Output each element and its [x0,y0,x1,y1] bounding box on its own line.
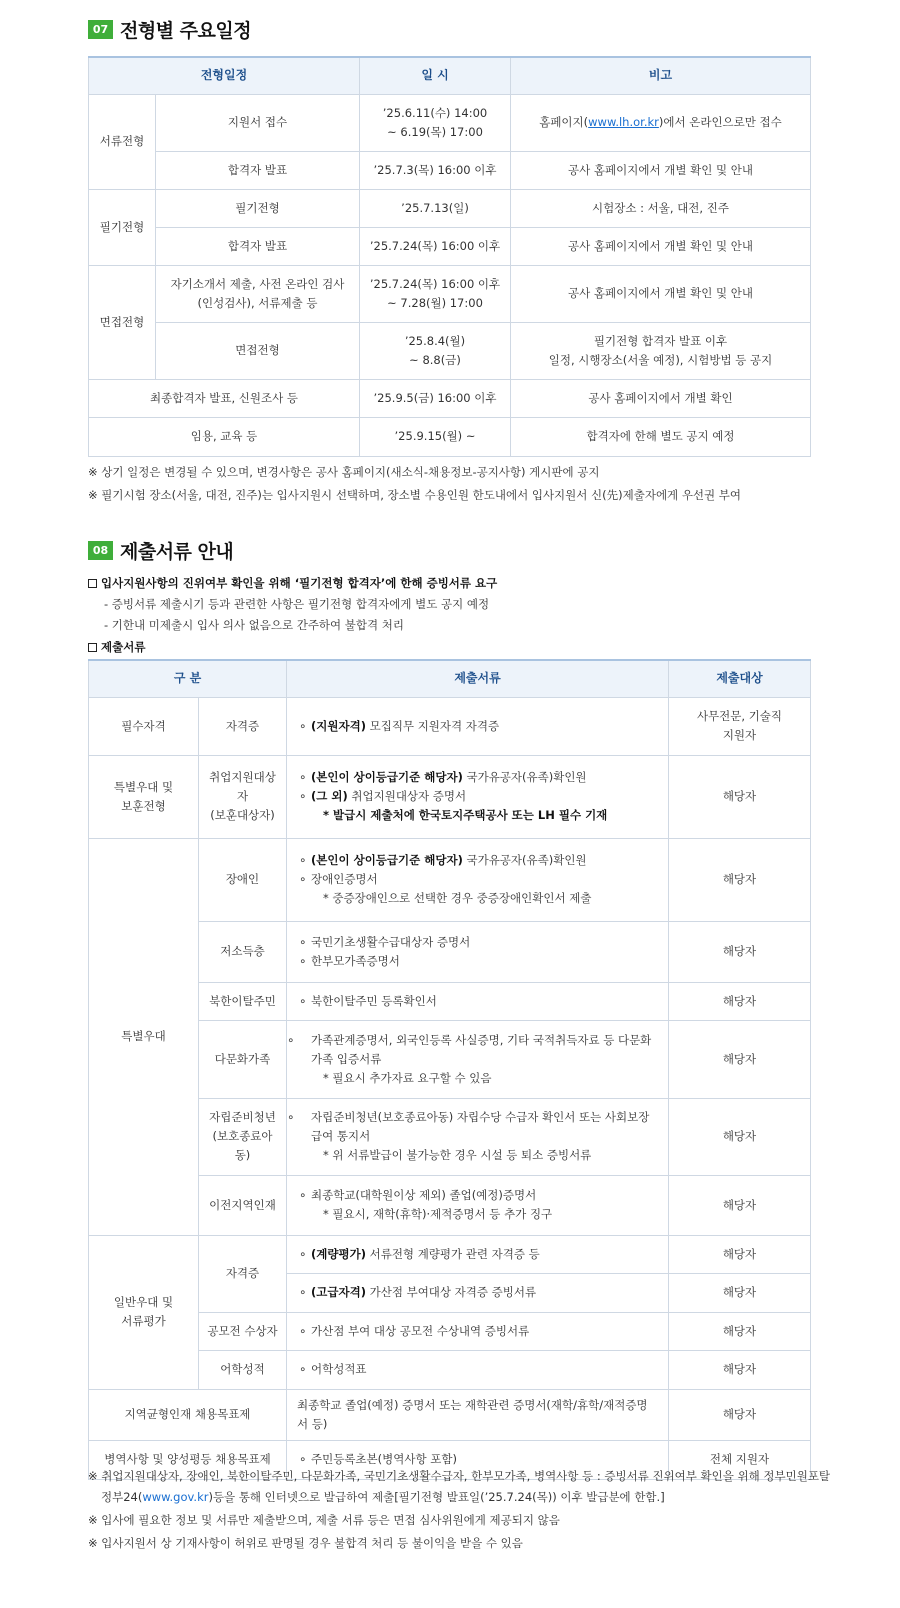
section-07-header [88,17,251,41]
step-label: 지원서 접수 [156,94,360,151]
col-header-target: 제출대상 [669,660,811,697]
documents-cell: ∘ (지원자격) 모집직무 지원자격 자격증 [287,697,669,755]
target-cell: 해당자 [669,838,811,921]
target-cell: 해당자 [669,1389,811,1440]
datetime-cell: ’25.7.3(목) 16:00 이후 [360,151,511,189]
documents-cell: ∘ 국민기초생활수급대상자 증명서 ∘ 한부모가족증명서 [287,921,669,982]
table-row [89,755,811,838]
remarks-cell: 공사 홈페이지에서 개별 확인 및 안내 [511,265,811,322]
documents-note: ※ 입사지원서 상 기재사항이 허위로 판명될 경우 불합격 처리 등 불이익을 받을 수 있음 [88,1536,523,1550]
target-cell: 해당자 [669,755,811,838]
remarks-cell: 공사 홈페이지에서 개별 확인 [511,379,811,417]
homepage-link[interactable]: www.lh.or.kr [588,115,659,129]
step-label: 필기전형 [156,189,360,227]
col-header-remarks: 비고 [511,57,811,94]
schedule-table [88,56,811,457]
datetime-cell: ’25.7.24(목) 16:00 이후 ~ 7.28(월) 17:00 [360,265,511,322]
datetime-cell: ’25.8.4(월) ~ 8.8(금) [360,322,511,379]
gov24-link[interactable]: www.gov.kr [142,1490,209,1504]
step-label: 자기소개서 제출, 사전 온라인 검사 (인성검사), 서류제출 등 [156,265,360,322]
section-08-header [88,538,233,562]
remarks-cell: 합격자에 한해 별도 공지 예정 [511,417,811,456]
sub-label: 북한이탈주민 [199,982,287,1020]
section-title: 제출서류 안내 [120,540,234,563]
documents-note: 정부24(www.gov.kr)등을 통해 인터넷으로 발급하여 제출[필기전형 발표일(’25.7.24(목)) 이후 발급분에 한함.] [101,1490,665,1504]
table-row [89,322,811,379]
section-number-badge: 08 [88,541,113,560]
checkbox-square-icon [88,579,97,588]
documents-table [88,659,811,1480]
table-row [89,1235,811,1273]
table-row [89,189,811,227]
remarks-cell: 시험장소 : 서울, 대전, 진주 [511,189,811,227]
target-cell: 해당자 [669,982,811,1020]
table-header-row [89,660,811,697]
col-header-category: 구 분 [89,660,287,697]
table-row [89,1389,811,1440]
table-row [89,697,811,755]
documents-note: ※ 취업지원대상자, 장애인, 북한이탈주민, 다문화가족, 국민기초생활수급자, 한부모가족, 병역사항 등 : 증빙서류 진위여부 확인을 위해 정부민원포탈 [88,1469,831,1483]
remarks-cell: 홈페이지(www.lh.or.kr)에서 온라인으로만 접수 [511,94,811,151]
documents-cell: ∘ (고급자격) 가산점 부여대상 자격증 증빙서류 [287,1273,669,1312]
documents-cell: ∘ 어학성적표 [287,1350,669,1389]
table-row [89,94,811,151]
sub-label: 이전지역인재 [199,1175,287,1235]
dash-item: - 기한내 미제출시 입사 의사 없음으로 간주하여 불합격 처리 [104,618,405,632]
datetime-cell: ’25.7.13(일) [360,189,511,227]
group-label: 서류전형 [89,94,156,189]
step-label: 합격자 발표 [156,227,360,265]
table-row [89,417,811,456]
table-row [89,227,811,265]
group-label: 지역균형인재 채용목표제 [89,1389,287,1440]
step-label: 최종합격자 발표, 신원조사 등 [89,379,360,417]
datetime-cell: ’25.6.11(수) 14:00 ~ 6.19(목) 17:00 [360,94,511,151]
col-header-documents: 제출서류 [287,660,669,697]
sub-label: 장애인 [199,838,287,921]
sub-label: 공모전 수상자 [199,1312,287,1350]
sub-label: 자격증 [199,1235,287,1312]
schedule-note: ※ 상기 일정은 변경될 수 있으며, 변경사항은 공사 홈페이지(새소식-채용정보-공지사항) 게시판에 공지 [88,465,600,479]
group-label: 필수자격 [89,697,199,755]
documents-cell: ∘ 가족관계증명서, 외국인등록 사실증명, 기타 국적취득자료 등 다문화가족 입증서류 * 필요시 추가자료 요구할 수 있음 [287,1020,669,1098]
documents-cell: ∘ (본인이 상이등급기준 해당자) 국가유공자(유족)확인원 ∘ (그 외) 취업지원대상자 증명서 * 발급시 제출처에 한국토지주택공사 또는 LH 필수 기재 [287,755,669,838]
sub-label: 다문화가족 [199,1020,287,1098]
target-cell: 해당자 [669,1350,811,1389]
group-label: 일반우대 및 서류평가 [89,1235,199,1389]
datetime-cell: ’25.7.24(목) 16:00 이후 [360,227,511,265]
sub-label: 저소득층 [199,921,287,982]
sub-label: 취업지원대상자 (보훈대상자) [199,755,287,838]
remarks-cell: 공사 홈페이지에서 개별 확인 및 안내 [511,151,811,189]
dash-item: - 증빙서류 제출시기 등과 관련한 사항은 필기전형 합격자에게 별도 공지 예정 [104,597,490,611]
datetime-cell: ’25.9.5(금) 16:00 이후 [360,379,511,417]
target-cell: 해당자 [669,1273,811,1312]
documents-cell: ∘ 주민등록초본(병역사항 포함) [287,1440,669,1479]
target-cell: 해당자 [669,1020,811,1098]
group-label: 특별우대 및 보훈전형 [89,755,199,838]
documents-cell: ∘ 북한이탈주민 등록확인서 [287,982,669,1020]
section-title: 전형별 주요일정 [120,19,252,42]
target-cell: 전체 지원자 [669,1440,811,1479]
step-label: 면접전형 [156,322,360,379]
target-cell: 해당자 [669,1235,811,1273]
checkbox-square-icon [88,643,97,652]
documents-cell: ∘ (계량평가) 서류전형 계량평가 관련 자격증 등 [287,1235,669,1273]
section-number-badge: 07 [88,20,113,39]
table-header-row [89,57,811,94]
group-label: 특별우대 [89,838,199,1235]
table-row [89,265,811,322]
col-header-datetime: 일 시 [360,57,511,94]
target-cell: 해당자 [669,1175,811,1235]
col-header-schedule: 전형일정 [89,57,360,94]
target-cell: 사무전문, 기술직 지원자 [669,697,811,755]
schedule-note: ※ 필기시험 장소(서울, 대전, 진주)는 입사지원시 선택하며, 장소별 수용인원 한도내에서 입사지원서 신(先)제출자에게 우선권 부여 [88,488,742,502]
table-row [89,151,811,189]
group-label: 필기전형 [89,189,156,265]
checklist-item: 제출서류 [88,637,145,657]
target-cell: 해당자 [669,1098,811,1175]
sub-label: 어학성적 [199,1350,287,1389]
target-cell: 해당자 [669,921,811,982]
documents-cell: ∘ 가산점 부여 대상 공모전 수상내역 증빙서류 [287,1312,669,1350]
step-label: 임용, 교육 등 [89,417,360,456]
group-label: 병역사항 및 양성평등 채용목표제 [89,1440,287,1479]
datetime-cell: ’25.9.15(월) ~ [360,417,511,456]
remarks-cell: 필기전형 합격자 발표 이후 일정, 시행장소(서울 예정), 시험방법 등 공지 [511,322,811,379]
target-cell: 해당자 [669,1312,811,1350]
documents-cell: ∘ (본인이 상이등급기준 해당자) 국가유공자(유족)확인원 ∘ 장애인증명서 * 중증장애인으로 선택한 경우 중증장애인확인서 제출 [287,838,669,921]
documents-cell: ∘ 자립준비청년(보호종료아동) 자립수당 수급자 확인서 또는 사회보장급여 통지서 * 위 서류발급이 불가능한 경우 시설 등 퇴소 증빙서류 [287,1098,669,1175]
sub-label: 자격증 [199,697,287,755]
documents-note: ※ 입사에 필요한 정보 및 서류만 제출받으며, 제출 서류 등은 면접 심사위원에게 제공되지 않음 [88,1513,560,1527]
step-label: 합격자 발표 [156,151,360,189]
documents-cell: ∘ 최종학교(대학원이상 제외) 졸업(예정)증명서 * 필요시, 재학(휴학)·제적증명서 등 추가 징구 [287,1175,669,1235]
table-row [89,838,811,921]
remarks-cell: 공사 홈페이지에서 개별 확인 및 안내 [511,227,811,265]
group-label: 면접전형 [89,265,156,379]
sub-label: 자립준비청년 (보호종료아동) [199,1098,287,1175]
checklist-item: 입사지원사항의 진위여부 확인을 위해 ‘필기전형 합격자’에 한해 증빙서류 요구 [88,573,497,593]
documents-cell: 최종학교 졸업(예정) 증명서 또는 재학관련 증명서(재학/휴학/재적증명서 등) [287,1389,669,1440]
table-row [89,379,811,417]
